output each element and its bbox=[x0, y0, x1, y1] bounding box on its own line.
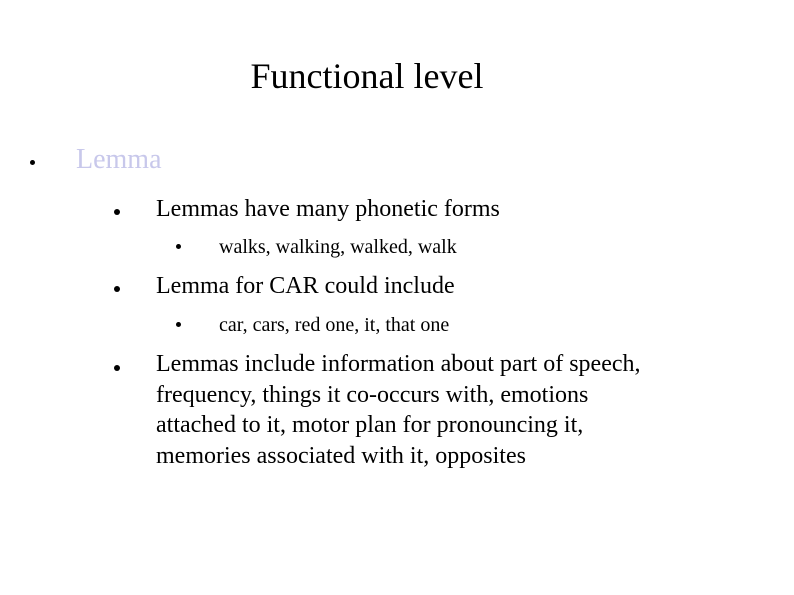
bullet-dot-level3 bbox=[176, 322, 181, 327]
bullet-car-lemma: Lemma for CAR could include bbox=[156, 273, 455, 299]
bullet-dot-level2 bbox=[114, 286, 120, 292]
bullet-walk-forms: walks, walking, walked, walk bbox=[219, 236, 457, 258]
bullet-dot-level2 bbox=[114, 365, 120, 371]
bullet-lemma-info-line-1: Lemmas include information about part of speech, bbox=[156, 351, 641, 377]
bullet-lemma-info-line-4: memories associated with it, opposites bbox=[156, 442, 526, 469]
bullet-dot-level1 bbox=[30, 160, 35, 165]
bullet-dot-level2 bbox=[114, 209, 120, 215]
bullet-car-forms: car, cars, red one, it, that one bbox=[219, 314, 450, 336]
bullet-lemma-info-line-3: attached to it, motor plan for pronouncing it, bbox=[156, 412, 584, 438]
bullet-lemma-info-line-2: frequency, things it co-occurs with, emotions bbox=[156, 381, 589, 408]
bullet-phonetic-forms: Lemmas have many phonetic forms bbox=[156, 196, 500, 222]
slide-title: Functional level bbox=[250, 56, 484, 96]
lemma-heading: Lemma bbox=[76, 144, 162, 175]
bullet-dot-level3 bbox=[176, 244, 181, 249]
